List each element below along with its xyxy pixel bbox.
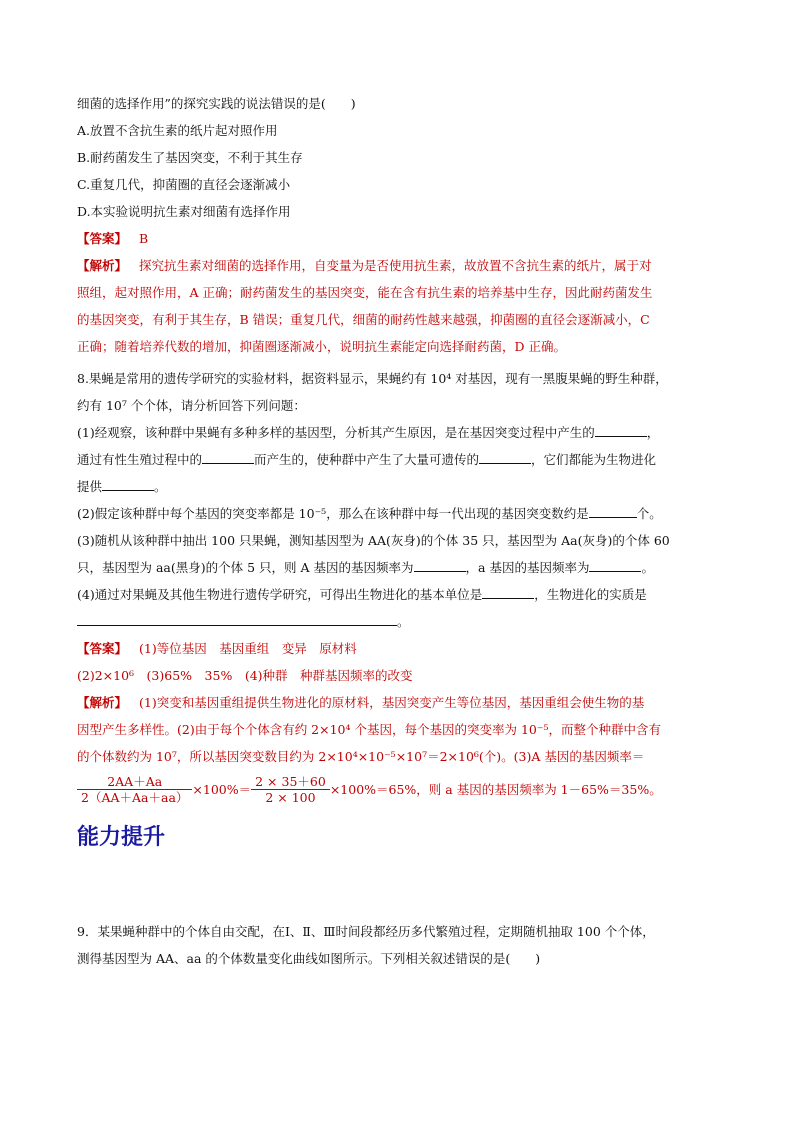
answer-blank: [202, 448, 254, 464]
explain-text: (1)突变和基因重组提供生物进化的原材料，基因突变产生等位基因，基因重组会使生物的基: [139, 695, 645, 710]
q8-text: (1)经观察，该种群中果蝇有多种多样的基因型，分析其产生原因，是在基因突变过程中产生的: [77, 425, 595, 440]
q8-text: (2)假定该种群中每个基因的突变率都是 10⁻⁵，那么在该种群中每一代出现的基因突变数约是: [77, 506, 589, 521]
answer-blank: [589, 502, 637, 518]
q8-text: ，a 基因的基因频率为: [465, 560, 590, 575]
question-9: [77, 918, 727, 972]
q8-part-1a: (1)经观察，该种群中果蝇有多种多样的基因型，分析其产生原因，是在基因突变过程中产生的 ，: [77, 419, 727, 446]
explain-label: 【解析】: [77, 695, 128, 710]
q8-explain-2: 因型产生多样性。(2)由于每个个体含有约 2×10⁴ 个基因，每个基因的突变率为 10⁻⁵，而整个种群中含有: [77, 722, 661, 737]
answer-label: 【答案】: [77, 231, 128, 246]
q8-part-3b: 只，基因型为 aa(黑身)的个体 5 只，则 A 基因的基因频率为 ，a 基因的基因频率为 。: [77, 554, 727, 581]
q8-line-2: 约有 10⁷ 个个体，请分析回答下列问题：: [77, 398, 306, 413]
q8-answer-2: (2)2×10⁶ (3)65% 35% (4)种群 种群基因频率的改变: [77, 668, 413, 683]
q8-text: 而产生的，使种群中产生了大量可遗传的: [254, 452, 480, 467]
question-7: [77, 90, 727, 360]
answer-value: (1)等位基因 基因重组 变异 原材料: [139, 641, 357, 656]
section-title: 能力提升: [77, 825, 166, 850]
q9-line-1: 9．某果蝇种群中的个体自由交配，在Ⅰ、Ⅱ、Ⅲ时间段都经历多代繁殖过程，定期随机抽取 100 个个体，: [77, 924, 655, 939]
answer-blank: [482, 583, 534, 599]
q8-explain-1: [77, 689, 727, 716]
q8-part-4a: [77, 581, 727, 608]
q7-option-d: D.本实验说明抗生素对细菌有选择作用: [77, 204, 291, 219]
fraction-1: [77, 774, 192, 805]
fraction-numerator: 2 × 35＋60: [251, 774, 330, 790]
q8-text: ，生物进化的实质是: [534, 587, 647, 602]
q8-part-1c: 提供 。: [77, 473, 727, 500]
answer-label: 【答案】: [77, 641, 128, 656]
explain-label: 【解析】: [77, 258, 128, 273]
fraction-numerator: 2AA＋Aa: [77, 774, 192, 790]
q8-part-3a: (3)随机从该种群中抽出 100 只果蝇，测知基因型为 AA(灰身)的个体 35 只，基因型为 Aa(灰身)的个体 60: [77, 533, 670, 548]
q8-answer-1: [77, 635, 727, 662]
q7-explain-line-2: 照组，起对照作用，A 正确；耐药菌发生的基因突变，能在含有抗生素的培养基中生存，因此耐药菌发生: [77, 285, 653, 300]
q8-text: (4)通过对果蝇及其他生物进行遗传学研究，可得出生物进化的基本单位是: [77, 587, 483, 602]
answer-value: B: [139, 231, 149, 246]
answer-blank: [595, 421, 647, 437]
q8-explain-3: 的个体数约为 10⁷，所以基因突变数目约为 2×10⁴×10⁻⁵×10⁷＝2×10⁶(个)。(3)A 基因的基因频率＝: [77, 749, 645, 764]
q8-text: 通过有性生殖过程中的: [77, 452, 203, 467]
fraction-denominator: 2（AA＋Aa＋aa）: [81, 789, 189, 805]
fraction-2: [251, 774, 330, 805]
q7-stem: 细菌的选择作用”的探究实践的说法错误的是( ): [77, 96, 356, 111]
answer-blank: [479, 448, 531, 464]
q8-text: 只，基因型为 aa(黑身)的个体 5 只，则 A 基因的基因频率为: [77, 560, 414, 575]
explain-text: 探究抗生素对细菌的选择作用，自变量为是否使用抗生素，故放置不含抗生素的纸片，属于对: [139, 258, 652, 273]
q7-explain-line-1: [77, 252, 727, 279]
q8-part-2: [77, 500, 727, 527]
q8-formula: [77, 770, 727, 808]
q7-option-c: C.重复几代，抑菌圈的直径会逐渐减小: [77, 177, 291, 192]
formula-text: ×100%＝: [192, 782, 252, 797]
q7-explain-line-4: 正确；随着培养代数的增加，抑菌圈逐渐减小，说明抗生素能定向选择耐药菌，D 正确。: [77, 339, 566, 354]
formula-text: ×100%＝65%，则 a 基因的基因频率为 1－65%＝35%。: [329, 782, 662, 797]
q7-option-b: B.耐药菌发生了基因突变，不利于其生存: [77, 150, 303, 165]
q8-text: ，它们都能为生物进化: [531, 452, 657, 467]
q7-answer: [77, 225, 727, 252]
answer-blank: [589, 556, 641, 572]
fraction-denominator: 2 × 100: [265, 789, 316, 805]
q8-line-1: 8.果蝇是常用的遗传学研究的实验材料，据资料显示，果蝇约有 10⁴ 对基因，现有一黑腹果蝇的野生种群，: [77, 371, 668, 386]
q8-text: 提供: [77, 479, 103, 494]
q8-text: 个。: [636, 506, 662, 521]
answer-blank: [102, 475, 154, 491]
q8-part-4b: 。: [77, 608, 727, 635]
question-8: [77, 365, 727, 808]
q9-line-2: 测得基因型为 AA、aa 的个体数量变化曲线如图所示。下列相关叙述错误的是( ): [77, 951, 541, 966]
q7-option-a: A.放置不含抗生素的纸片起对照作用: [77, 123, 278, 138]
q7-explain-line-3: 的基因突变，有利于其生存，B 错误；重复几代，细菌的耐药性越来越强，抑菌圈的直径会逐渐减小，C: [77, 312, 650, 327]
q8-part-1b: [77, 446, 727, 473]
answer-blank: [77, 610, 397, 626]
answer-blank: [414, 556, 466, 572]
